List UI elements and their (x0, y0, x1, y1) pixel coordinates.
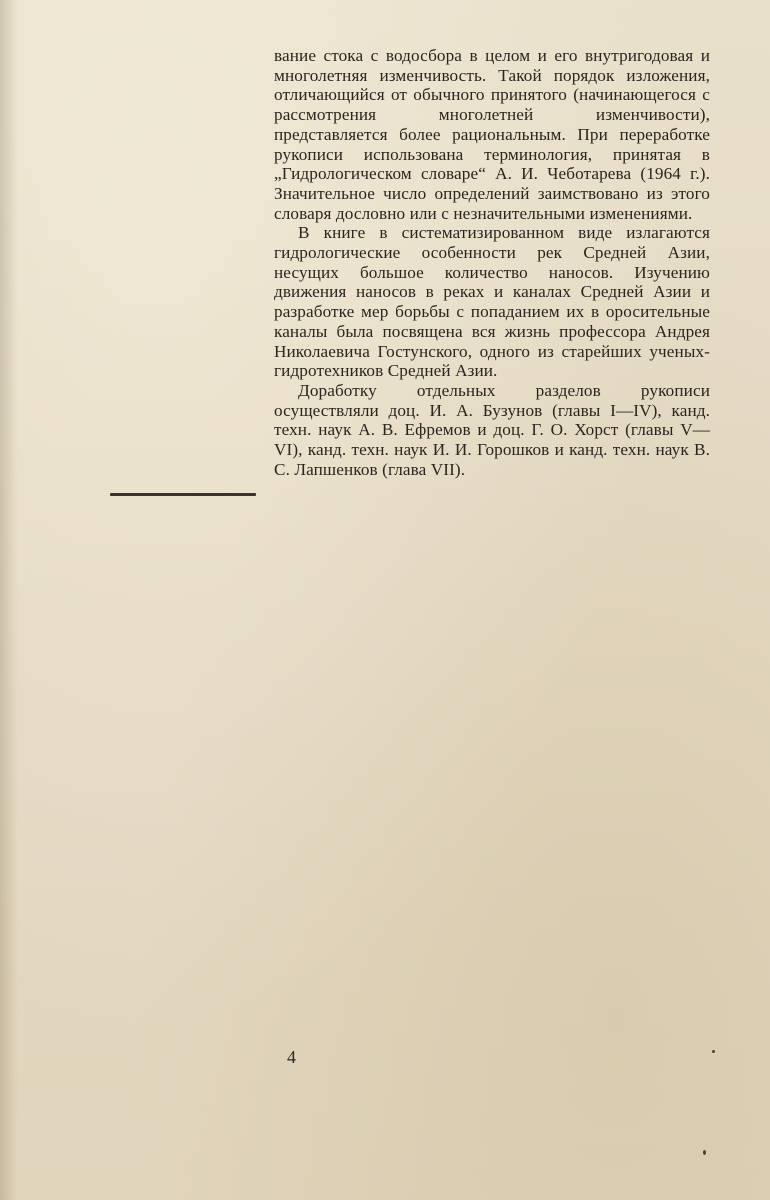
body-text (274, 46, 710, 479)
paragraph-1: вание стока с водосбора в целом и его внутригодовая и многолетняя изменчивость. Такой порядок изложения, отличающийся от обычного принятого (начинающегося с рассмотрения многолетней изменчивости), представляется более рациональным. При переработке рукописи использована терминология, принятая в „Гидрологическом словаре“ А. И. Чеботарева (1964 г.). Значительное число определений заимствовано из этого словаря дословно или с незначительными изменениями. (274, 46, 710, 223)
horizontal-rule (110, 493, 256, 496)
ink-spot (703, 1150, 706, 1155)
paragraph-2: В книге в систематизированном виде излагаются гидрологические особенности рек Средней Азии, несущих большое количество наносов. Изучению движения наносов в реках и каналах Средней Азии и разработке мер борьбы с попаданием их в оросительные каналы была посвящена вся жизнь профессора Андрея Николаевича Гостунского, одного из старейших ученых-гидротехников Средней Азии. (274, 223, 710, 381)
ink-spot (712, 1050, 715, 1053)
paragraph-3: Доработку отдельных разделов рукописи осуществляли доц. И. А. Бузунов (главы I—IV), канд. техн. наук А. В. Ефремов и доц. Г. О. Хорст (главы V—VI), канд. техн. наук И. И. Горошков и канд. техн. наук В. С. Лапшенков (глава VII). (274, 380, 710, 479)
page-edge-shadow (0, 0, 18, 1200)
page-number: 4 (287, 1047, 296, 1067)
